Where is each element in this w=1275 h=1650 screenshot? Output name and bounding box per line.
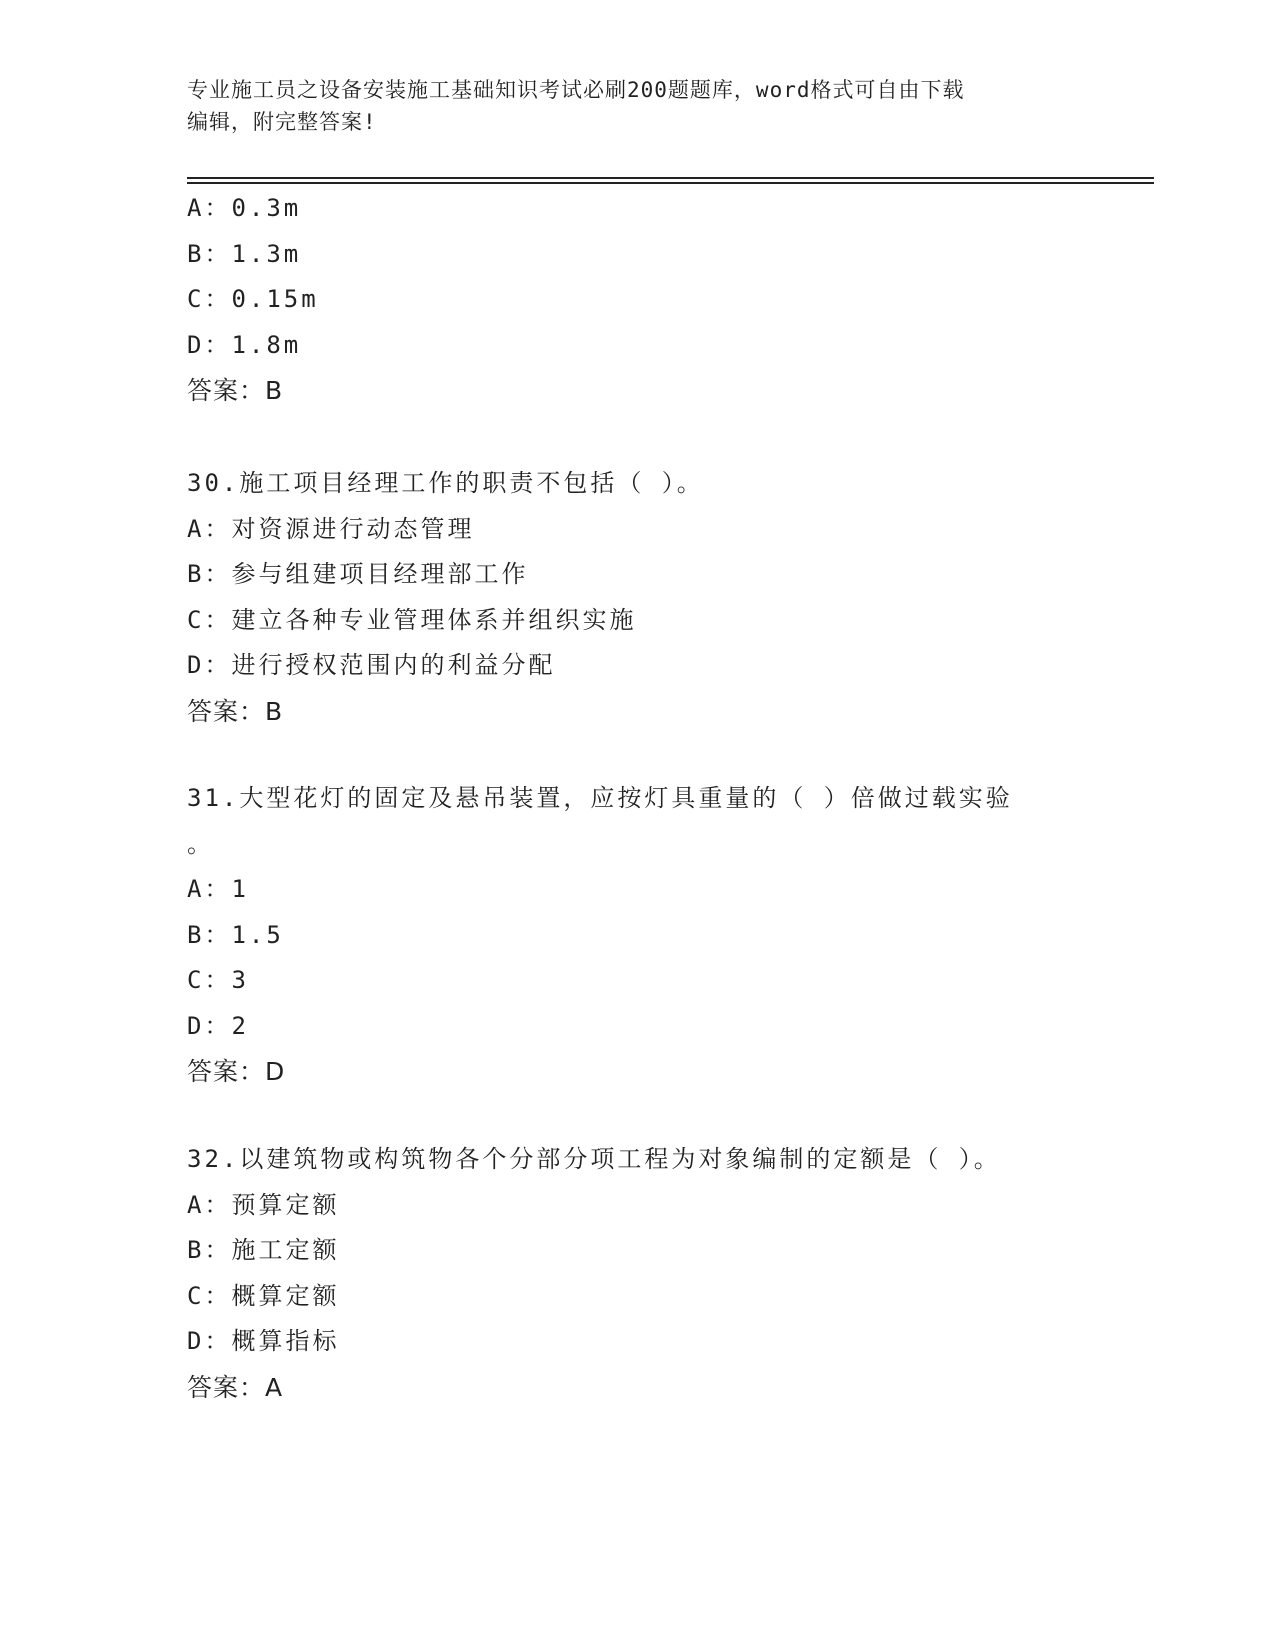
question-31-answer: 答案：D [187,1057,286,1086]
question-32-block [187,1137,1087,1410]
question-32-answer: 答案：A [187,1372,284,1402]
question-29-option-c: C：0.15m [187,285,319,313]
question-29-block [187,186,1087,414]
question-30-answer: 答案：B [187,696,284,726]
question-32-option-a: A：预算定额 [187,1190,340,1219]
question-32-option-b: B：施工定额 [187,1236,340,1264]
question-30-text: 30.施工项目经理工作的职责不包括（ ）。 [187,469,704,497]
question-31-text-continued: 。 [187,829,214,858]
header-divider-top [187,177,1154,179]
question-32-text: 32.以建筑物或构筑物各个分部分项工程为对象编制的定额是（ ）。 [187,1145,1001,1173]
question-30-block [187,461,1087,734]
header-line-1: 专业施工员之设备安装施工基础知识考试必刷200题题库，word格式可自由下载 [187,78,965,102]
question-31-block [187,776,1087,1095]
question-29-option-d: D：1.8m [187,330,302,359]
document-header [187,74,1087,138]
header-divider-bottom [187,182,1154,184]
question-30-option-a: A：对资源进行动态管理 [187,514,475,543]
question-32-option-c: C：概算定额 [187,1281,340,1310]
question-29-option-b: B：1.3m [187,239,302,268]
question-30-option-b: B：参与组建项目经理部工作 [187,560,529,588]
header-line-2: 编辑，附完整答案! [187,110,377,134]
question-31-option-b: B：1.5 [187,920,284,949]
question-31-option-a: A：1 [187,875,249,903]
question-31-option-c: C：3 [187,966,249,994]
question-31-text: 31.大型花灯的固定及悬吊装置，应按灯具重量的（ ）倍做过载实验 [187,784,1013,812]
question-29-answer: 答案：B [187,376,284,405]
question-29-option-a: A：0.3m [187,194,302,222]
question-30-option-c: C：建立各种专业管理体系并组织实施 [187,605,637,634]
question-30-option-d: D：进行授权范围内的利益分配 [187,651,556,679]
question-32-option-d: D：概算指标 [187,1327,340,1355]
question-31-option-d: D：2 [187,1011,249,1040]
